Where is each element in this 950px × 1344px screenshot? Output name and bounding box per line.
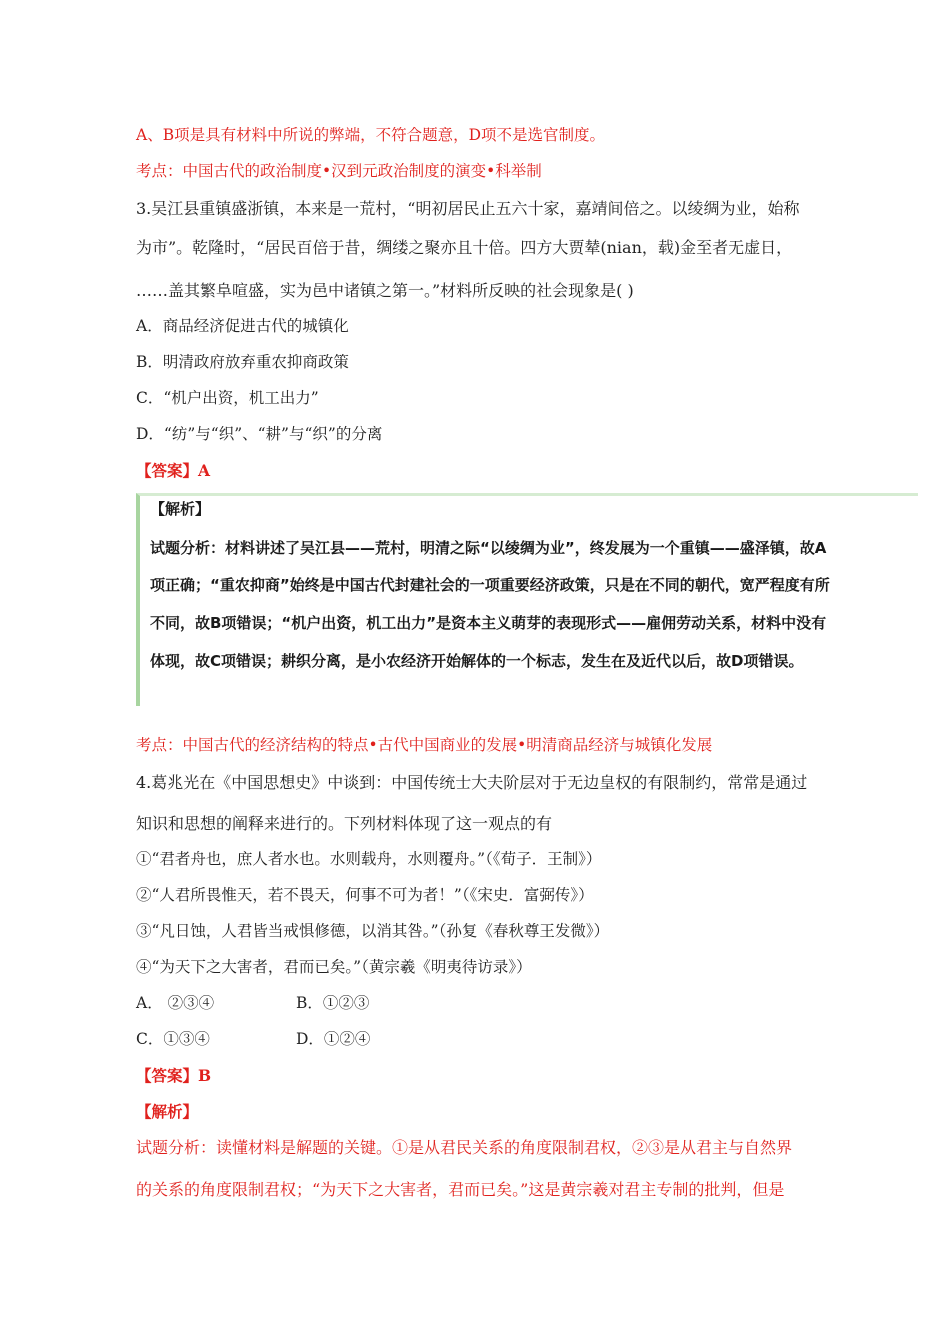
q3-stem-line-2: 为市”。乾隆时，“居民百倍于昔，绸缕之聚亦且十倍。四方大贾辇(nian，载)金至者无虚日， [136,238,793,257]
q3-option-b: B．明清政府放弃重农抑商政策 [136,353,349,371]
q4-item-1: ①“君者舟也，庶人者水也。水则载舟，水则覆舟。”（《荀子．王制》） [136,850,602,868]
q4-options-row-2 [136,1030,371,1048]
q4-option-c: C．①③④ [136,1030,210,1048]
q4-stem-line-2: 知识和思想的阐释来进行的。下列材料体现了这一观点的有 [136,814,553,833]
q3-analysis-line: 项正确；“重农抑商”始终是中国古代封建社会的一项重要经济政策，只是在不同的朝代，宽严程度有所 [150,576,830,594]
previous-kaodian: 考点：中国古代的政治制度•汉到元政治制度的演变•科举制 [136,162,542,180]
q3-stem-line-1: 3.吴江县重镇盛浙镇，本来是一荒村，“明初居民止五六十家，嘉靖间倍之。以绫绸为业，始称 [136,199,800,218]
q4-item-3: ③“凡日蚀，人君皆当戒惧修德，以消其咎。”（孙复《春秋尊王发微》） [136,922,610,940]
q3-analysis-line: 不同，故B项错误；“机户出资，机工出力”是资本主义萌芽的表现形式——雇佣劳动关系，材料中没有 [150,614,827,632]
q4-analysis-line-1: 试题分析：读懂材料是解题的关键。①是从君民关系的角度限制君权，②③是从君主与自然界 [136,1138,793,1157]
q3-stem-line-3: ……盖其繁阜喧盛，实为邑中诸镇之第一。”材料所反映的社会现象是( ) [136,281,634,300]
q3-analysis-image [136,493,918,706]
q4-item-2: ②“人君所畏惟天，若不畏天，何事不可为者！”（《宋史．富弼传》） [136,886,594,904]
q3-analysis-line: 试题分析：材料讲述了吴江县——荒村，明清之际“以绫绸为业”，终发展为一个重镇——盛泽镇，故A [150,539,827,557]
q3-analysis-line: 体现，故C项错误；耕织分离，是小农经济开始解体的一个标志，发生在及近代以后，故D项错误。 [150,652,804,670]
q4-analysis-line-2: 的关系的角度限制君权；“为天下之大害者，君而已矣。”这是黄宗羲对君主专制的批判，但是 [136,1180,785,1199]
q3-answer: 【答案】A [136,461,211,480]
q4-stem-line-1: 4.葛兆光在《中国思想史》中谈到：中国传统士大夫阶层对于无边皇权的有限制约，常常是通过 [136,773,808,792]
q4-option-b: B．①②③ [296,994,370,1012]
q3-option-c: C．“机户出资，机工出力” [136,389,319,407]
q3-option-d: D．“纺”与“织”、“耕”与“织”的分离 [136,425,383,443]
q4-option-d: D．①②④ [296,1030,371,1048]
q4-answer: 【答案】B [136,1066,212,1085]
q4-option-a: A． ②③④ [136,994,215,1012]
q3-option-a: A．商品经济促进古代的城镇化 [136,317,349,335]
previous-answer-note: A、B项是具有材料中所说的弊端，不符合题意，D项不是选官制度。 [136,126,606,144]
q4-item-4: ④“为天下之大害者，君而已矣。”（黄宗羲《明夷待访录》） [136,958,532,976]
q4-options-row-1 [136,994,370,1012]
q4-analysis-title: 【解析】 [136,1102,199,1121]
q3-analysis-title: 【解析】 [150,500,211,518]
q3-kaodian: 考点：中国古代的经济结构的特点•古代中国商业的发展•明清商品经济与城镇化发展 [136,736,713,754]
